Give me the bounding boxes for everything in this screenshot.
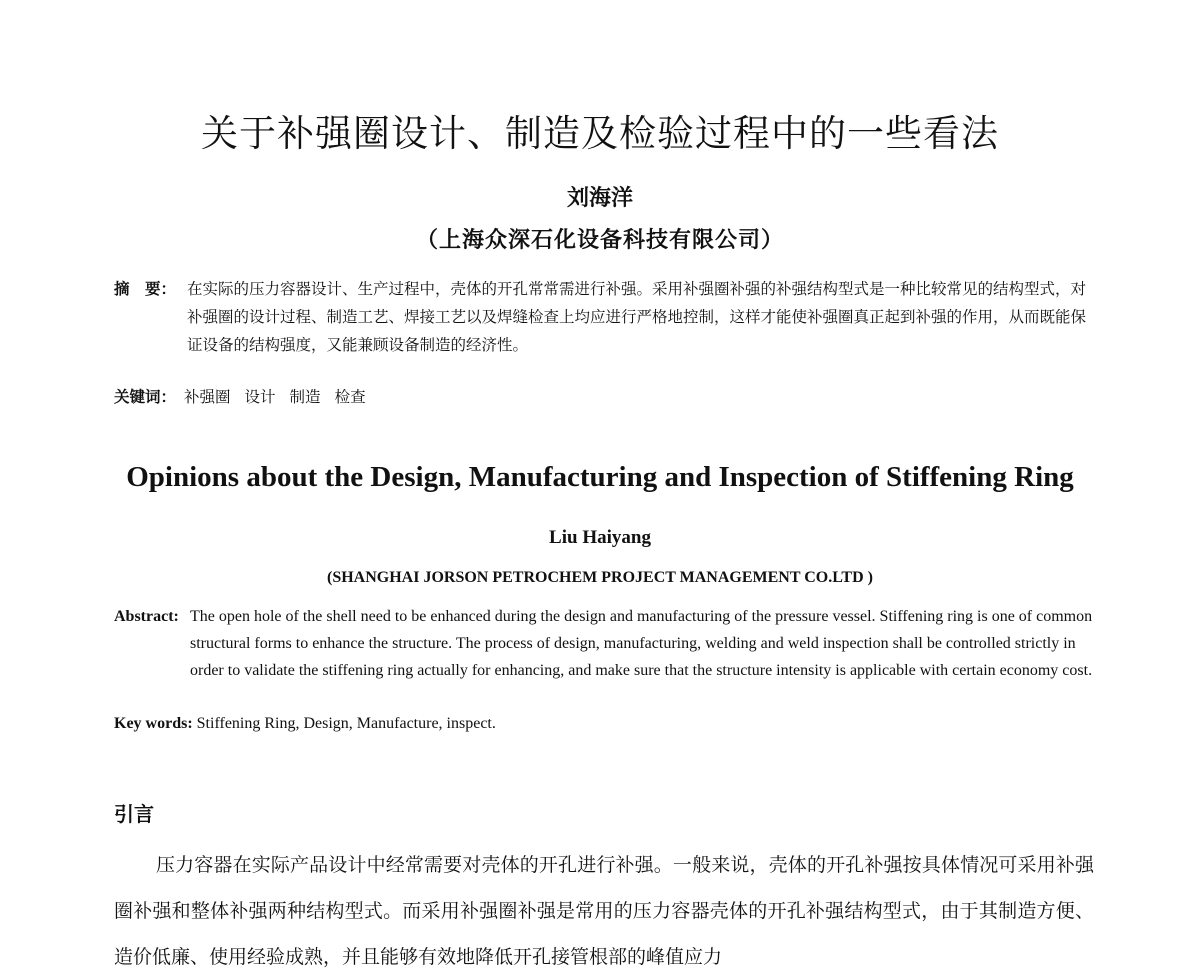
english-title: Opinions about the Design, Manufacturing and Inspection of Stiffening Ring (126, 461, 1074, 493)
english-keywords-text: Stiffening Ring, Design, Manufacture, inspect. (196, 715, 496, 732)
chinese-affiliation: （上海众深石化设备科技有限公司） (415, 227, 784, 253)
chinese-keyword: 补强圈 (184, 388, 231, 406)
chinese-author: 刘海洋 (566, 185, 633, 211)
english-keywords (114, 715, 496, 733)
chinese-keyword: 制造 (289, 388, 321, 406)
english-keywords-label: Key words: (114, 715, 193, 732)
section-heading-introduction: 引言 (114, 802, 154, 826)
chinese-title: 关于补强圈设计、制造及检验过程中的一些看法 (201, 112, 999, 155)
english-abstract-text: The open hole of the shell need to be enhanced during the design and manufacturing of the pressure vessel. Stiffening ring is one of common structural forms to enhance the structure. The process of design, manufacturing, welding and weld inspection shall be controlled strictly in order to validate the stiffening ring actually for enhancing, and make sure that the structure intensity is applicable with certain economy cost. (190, 608, 1093, 679)
chinese-keyword: 设计 (244, 388, 276, 406)
chinese-abstract-text: 在实际的压力容器设计、生产过程中，壳体的开孔常常需进行补强。采用补强圈补强的补强结构型式是一种比较常见的结构型式，对补强圈的设计过程、制造工艺、焊接工艺以及焊缝检查上均应进行严格地控制，这样才能使补强圈真正起到补强的作用，从而既能保证设备的结构强度，又能兼顾设备制造的经济性。 (187, 280, 1087, 354)
english-author: Liu Haiyang (549, 527, 651, 548)
chinese-keywords (114, 385, 366, 407)
chinese-keywords-label: 关键词： (114, 388, 177, 406)
english-affiliation: (SHANGHAI JORSON PETROCHEM PROJECT MANAGEMENT CO.LTD ) (327, 569, 873, 586)
english-abstract-label: Abstract: (114, 608, 179, 625)
chinese-abstract-label: 摘 要： (114, 280, 177, 298)
chinese-abstract (114, 275, 1094, 359)
english-abstract (114, 603, 1094, 684)
introduction-paragraph: 压力容器在实际产品设计中经常需要对壳体的开孔进行补强。一般来说，壳体的开孔补强按具体情况可采用补强圈补强和整体补强两种结构型式。而采用补强圈补强是常用的压力容器壳体的开孔补强结构型式，由于其制造方便、造价低廉、使用经验成熟，并且能够有效地降低开孔接管根部的峰值应力 (114, 854, 1094, 968)
chinese-keyword: 检查 (334, 388, 366, 406)
